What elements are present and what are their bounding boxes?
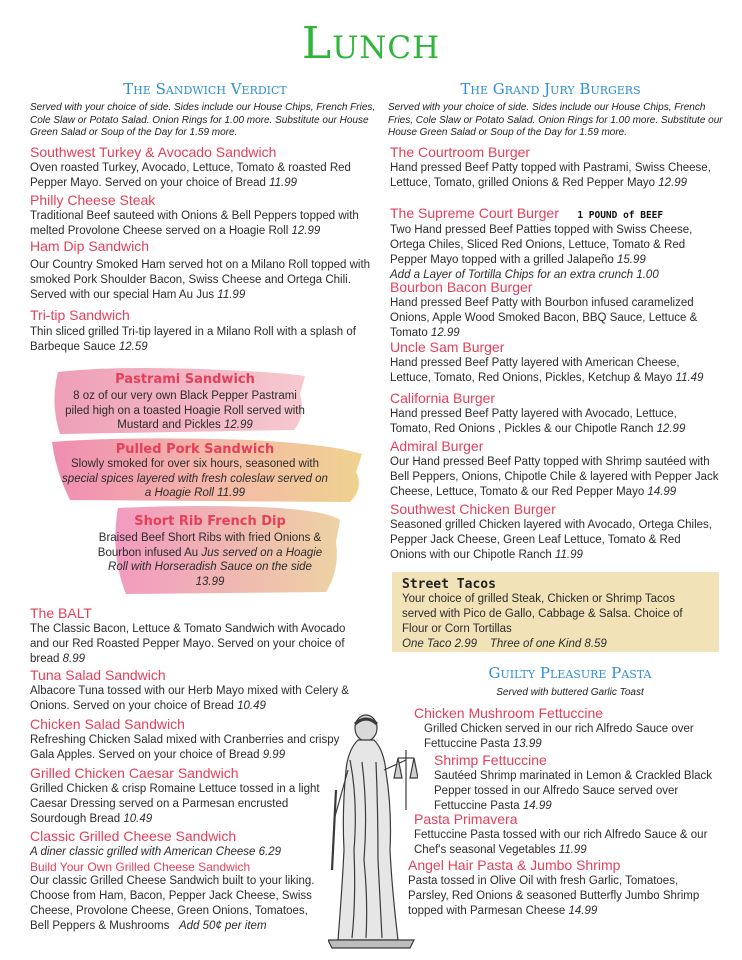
item-desc: Our Hand pressed Beef Patty topped with Shrimp sautéed with Bell Peppers, Onions, Chipotle Chile & layered with Pepper Jack Cheese, Lettuce, Tomato & our Red Pepper Mayo 14.99 xyxy=(390,456,719,498)
item-price: 10.49 xyxy=(237,700,266,712)
item-price: 11.99 xyxy=(217,289,246,301)
item-desc: Refreshing Chicken Salad mixed with Cranberries and crispy Gala Apples. Served on your choice of Bread 9.99 xyxy=(30,734,340,761)
item-name: Classic Grilled Cheese Sandwich xyxy=(30,828,237,844)
item-price: 15.99 xyxy=(616,254,646,266)
item-name: California Burger xyxy=(390,390,496,406)
item-desc: Traditional Beef sauteed with Onions & Bell Peppers topped with melted Provolone Cheese served on a Hoagie Roll 12.99 xyxy=(30,210,359,237)
item-desc: Seasoned grilled Chicken layered with Avocado, Ortega Chiles, Pepper Jack Cheese, Green Leaf Lettuce, Tomato & Red Onions with our Chipotle Ranch 11.99 xyxy=(390,519,712,561)
burger-section-note: Served with your choice of side. Sides include our House Chips, French Fries, Cole Slaw or Potato Salad. Onion Rings for 1.00 more. Substitute our House Green Salad or Soup of the Day for 1.59 more. xyxy=(388,102,723,138)
menu-item xyxy=(30,605,355,667)
item-desc: Hand pressed Beef Patty topped with Pastrami, Swiss Cheese, Lettuce, Tomato, grilled Onions & Red Pepper Mayo 12.99 xyxy=(390,162,711,189)
item-price: 11.99 xyxy=(269,177,298,189)
featured-item xyxy=(60,372,310,433)
byo-item-desc: Our classic Grilled Cheese Sandwich built to your liking. Choose from Ham, Bacon, Pepper Jack Cheese, Swiss Cheese, Provolone Cheese, Green Onions, Tomatoes, Bell Peppers & Mushrooms Add 50¢ per item xyxy=(30,875,315,932)
item-desc: Thin sliced grilled Tri-tip layered in a Milano Roll with a splash of Barbeque Sauce 12.59 xyxy=(30,326,356,353)
item-name: Tri-tip Sandwich xyxy=(30,307,130,323)
item-price: One Taco 2.99 Three of one Kind 8.59 xyxy=(402,638,607,650)
menu-item xyxy=(390,205,720,283)
item-price: 11.49 xyxy=(675,372,704,384)
item-price: 12.59 xyxy=(118,341,148,353)
item-price: 14.99 xyxy=(522,800,552,812)
menu-item xyxy=(390,390,715,437)
byo-item-name: Build Your Own Grilled Cheese Sandwich xyxy=(30,860,251,874)
item-name: Pasta Primavera xyxy=(414,811,518,827)
lady-justice-icon xyxy=(328,700,418,950)
item-desc: Pasta tossed in Olive Oil with fresh Garlic, Tomatoes, Parsley, Red Onions & seasoned Butterfly Jumbo Shrimp topped with Parmesan Cheese 14.99 xyxy=(408,875,700,917)
item-desc: Braised Beef Short Ribs with fried Onions & Bourbon infused Au Jus served on a Hoagie Roll with Horseradish Sauce on the side 13.99 xyxy=(97,532,323,588)
item-desc: Grilled Chicken & crisp Romaine Lettuce tossed in a light Caesar Dressing served on a Parmesan encrusted Sourdough Bread 10.49 xyxy=(30,783,320,825)
item-desc: Hand pressed Beef Patty with Bourbon infused caramelized Onions, Apple Wood Smoked Bacon, BBQ Sauce, Lettuce & Tomato 12.99 xyxy=(390,297,698,339)
item-name: Angel Hair Pasta & Jumbo Shrimp xyxy=(408,857,621,873)
item-price: 11.99 xyxy=(217,487,246,499)
item-name: Admiral Burger xyxy=(390,438,484,454)
menu-item xyxy=(30,307,375,355)
item-name: Ham Dip Sandwich xyxy=(30,238,150,254)
item-price: 14.99 xyxy=(647,486,677,498)
menu-item xyxy=(390,339,720,386)
item-desc: Your choice of grilled Steak, Chicken or Shrimp Tacos served with Pico de Gallo, Cabbage & Salsa. Choice of Flour or Corn Tortillas xyxy=(402,593,683,635)
item-name: Grilled Chicken Caesar Sandwich xyxy=(30,765,239,781)
item-desc: Grilled Chicken served in our rich Alfredo Sauce over Fettuccine Pasta 13.99 xyxy=(424,723,694,750)
item-price: 12.99 xyxy=(430,327,460,339)
item-extra: Add a Layer of Tortilla Chips for an extra crunch 1.00 xyxy=(390,269,659,281)
page-title: Lunch xyxy=(301,18,441,69)
item-desc: Fettuccine Pasta tossed with our rich Alfredo Sauce & our Chef's seasonal Vegetables 11.99 xyxy=(414,829,708,856)
menu-item xyxy=(434,752,724,814)
item-price: 14.99 xyxy=(568,905,598,917)
menu-item xyxy=(414,811,724,858)
menu-item xyxy=(30,238,375,303)
sandwich-section-note: Served with your choice of side. Sides include our House Chips, French Fries, Cole Slaw or Potato Salad. Onion Rings for 1.00 more. Substitute our House Green Salad or Soup of the Day for 1.59 more. xyxy=(30,102,376,138)
menu-item xyxy=(30,667,355,714)
item-price: 13.99 xyxy=(195,575,225,588)
item-price: 12.99 xyxy=(223,419,253,431)
menu-item xyxy=(414,705,724,752)
item-desc: Slowly smoked for over six hours, seasoned with special spices layered with fresh coleslaw served on a Hoagie Roll 11.99 xyxy=(62,458,328,499)
item-price: 8.99 xyxy=(62,653,86,665)
item-desc: Albacore Tuna tossed with our Herb Mayo mixed with Celery & Onions. Served on your choice of Bread 10.49 xyxy=(30,685,349,712)
menu-item xyxy=(30,192,375,239)
item-price: 9.99 xyxy=(262,749,286,761)
item-price: 13.99 xyxy=(512,738,542,750)
item-name: Philly Cheese Steak xyxy=(30,192,156,208)
pasta-section-note: Served with buttered Garlic Toast xyxy=(496,687,644,698)
sandwich-section-heading: The Sandwich Verdict xyxy=(123,80,287,98)
item-price: 12.99 xyxy=(656,423,686,435)
menu-item xyxy=(390,144,715,191)
burger-section-heading: The Grand Jury Burgers xyxy=(460,80,641,98)
item-price: 12.99 xyxy=(291,225,321,237)
item-price: 12.99 xyxy=(658,177,688,189)
menu-item xyxy=(408,857,718,919)
item-price: 11.99 xyxy=(558,844,587,856)
item-desc: Sautéed Shrimp marinated in Lemon & Crackled Black Pepper tossed in our Alfredo Sauce served over Fettuccine Pasta 14.99 xyxy=(434,770,713,812)
menu-item xyxy=(390,501,715,563)
featured-item xyxy=(60,442,330,501)
item-price: 11.99 xyxy=(554,549,583,561)
item-name: Chicken Mushroom Fettuccine xyxy=(414,705,604,721)
menu-item xyxy=(30,765,325,827)
item-name: Pulled Pork Sandwich xyxy=(115,442,275,457)
item-name: Tuna Salad Sandwich xyxy=(30,667,166,683)
item-name: Bourbon Bacon Burger xyxy=(390,279,533,295)
menu-item xyxy=(30,828,330,934)
menu-item xyxy=(390,438,725,500)
menu-item xyxy=(30,144,375,191)
item-desc: The Classic Bacon, Lettuce & Tomato Sandwich with Avocado and our Red Roasted Pepper Mayo. Served on your choice of bread 8.99 xyxy=(30,623,346,665)
item-name: The BALT xyxy=(30,605,92,621)
item-desc: 8 oz of our very own Black Pepper Pastrami piled high on a toasted Hoagie Roll served with Mustard and Pickles 12.99 xyxy=(65,390,305,431)
one-pound-badge: 1 POUND of BEEF xyxy=(577,210,664,221)
item-name: The Courtroom Burger xyxy=(390,144,531,160)
street-tacos-box xyxy=(392,572,719,652)
item-desc: A diner classic grilled with American Cheese 6.29 xyxy=(30,846,282,858)
item-desc: Our Country Smoked Ham served hot on a Milano Roll topped with smoked Pork Shoulder Bacon, Swiss Cheese and Ortega Chili. Served with our special Ham Au Jus 11.99 xyxy=(30,259,371,301)
item-price: 6.29 xyxy=(258,846,282,858)
menu-item xyxy=(390,279,715,341)
item-name: Shrimp Fettuccine xyxy=(434,752,547,768)
item-desc: Two Hand pressed Beef Patties topped with Swiss Cheese, Ortega Chiles, Sliced Red Onions, Lettuce, Tomato & Red Pepper Mayo topped with a grilled Jalapeño 15.99 xyxy=(390,224,693,266)
item-name: Short Rib French Dip xyxy=(134,514,286,529)
item-desc: Oven roasted Turkey, Avocado, Lettuce, Tomato & roasted Red Pepper Mayo. Served on your choice of Bread 11.99 xyxy=(30,162,351,189)
featured-item xyxy=(95,514,325,589)
menu-item xyxy=(30,716,350,763)
item-name: Southwest Chicken Burger xyxy=(390,501,556,517)
item-name: Chicken Salad Sandwich xyxy=(30,716,185,732)
item-name: Uncle Sam Burger xyxy=(390,339,505,355)
item-price: 10.49 xyxy=(123,813,153,825)
item-name: The Supreme Court Burger xyxy=(390,205,559,221)
item-desc: Hand pressed Beef Patty layered with Avocado, Lettuce, Tomato, Red Onions , Pickles & our Chipotle Ranch 12.99 xyxy=(390,408,686,435)
item-name: Street Tacos xyxy=(402,577,496,592)
item-desc: Hand pressed Beef Patty layered with American Cheese, Lettuce, Tomato, Red Onions, Pickles, Ketchup & Mayo 11.49 xyxy=(390,357,704,384)
item-name: Pastrami Sandwich xyxy=(115,372,255,387)
pasta-section-heading: Guilty Pleasure Pasta xyxy=(488,664,652,682)
item-name: Southwest Turkey & Avocado Sandwich xyxy=(30,144,277,160)
